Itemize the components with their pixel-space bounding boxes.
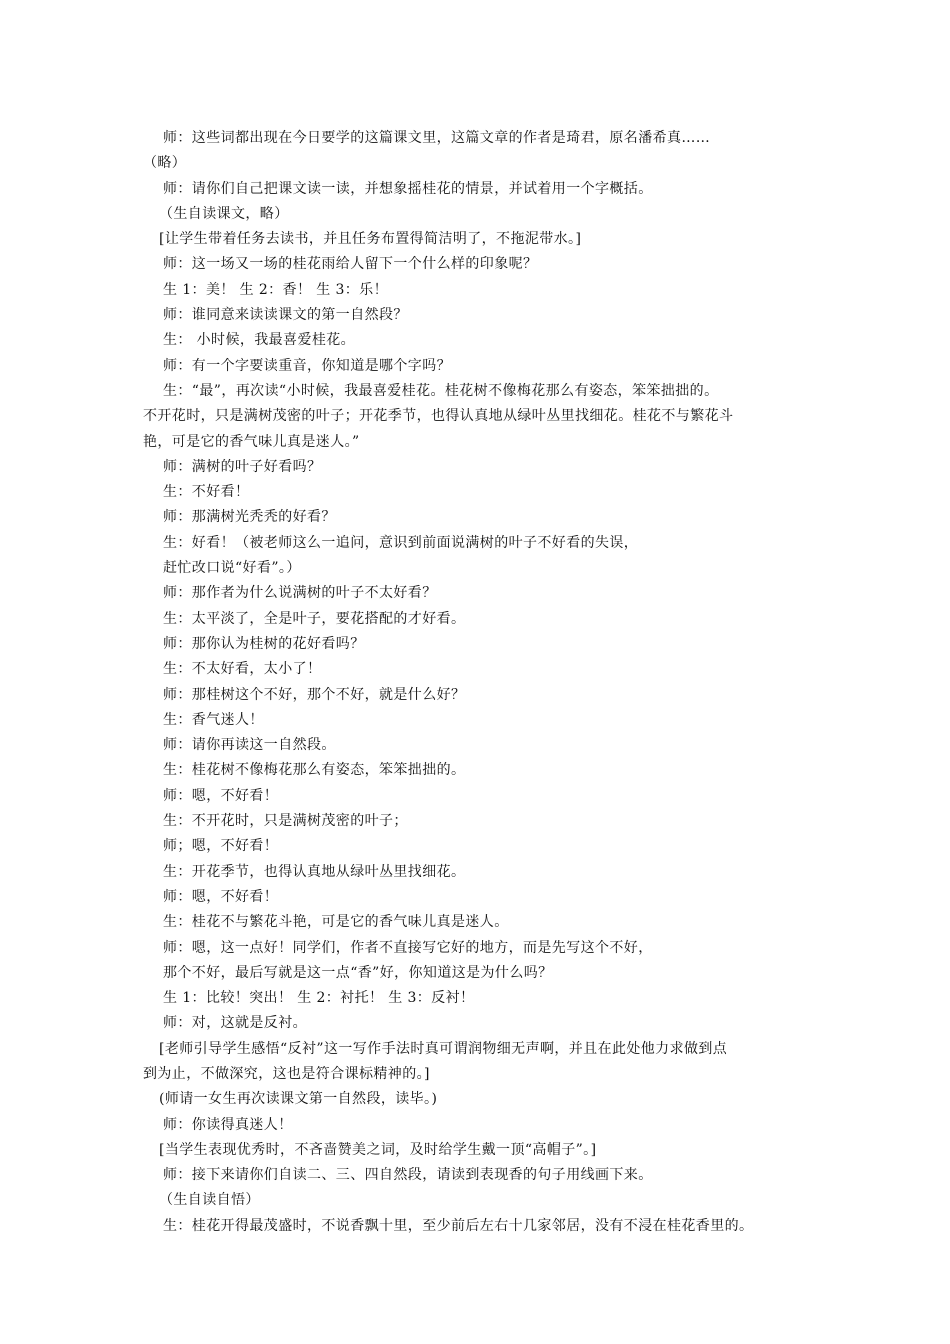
- text-line: 赶忙改口说“好看”。）: [163, 560, 301, 577]
- text-line: 师：你读得真迷人！: [163, 1116, 293, 1133]
- text-line: 师：嗯，不好看！: [163, 787, 279, 804]
- document-body: [143, 126, 823, 1239]
- text-line: 师：那桂树这个不好，那个不好，就是什么好？: [163, 686, 466, 703]
- text-line: 师：有一个字要读重音，你知道是哪个字吗？: [163, 357, 451, 374]
- text-line: 艳，可是它的香气味儿真是迷人。”: [143, 433, 360, 450]
- text-line: 师：请你再读这一自然段。: [163, 737, 336, 754]
- text-line: 生 1：美！ 生 2：香！ 生 3：乐！: [163, 281, 388, 298]
- text-line: 生：不开花时，只是满树茂密的叶子；: [163, 813, 408, 830]
- text-line: 那个不好，最后写就是这一点“香”好，你知道这是为什么吗？: [163, 964, 553, 981]
- text-line: 师：那你认为桂树的花好看吗？: [163, 635, 365, 652]
- text-line: 师：对，这就是反衬。: [163, 1015, 307, 1032]
- text-line: 师：谁同意来读读课文的第一自然段？: [163, 307, 408, 324]
- text-line: 生：“最”，再次读“小时候，我最喜爱桂花。桂花树不像梅花那么有姿态，笨笨拙拙的。: [163, 382, 719, 399]
- text-line: 生 1：比较！突出！ 生 2：衬托！ 生 3：反衬！: [163, 990, 475, 1007]
- text-line: 生：桂花不与繁花斗艳，可是它的香气味儿真是迷人。: [163, 914, 509, 931]
- text-line: 生：开花季节，也得认真地从绿叶丛里找细花。: [163, 863, 466, 880]
- text-line: 生：不太好看，太小了！: [163, 661, 322, 678]
- text-line: 师：那作者为什么说满树的叶子不太好看？: [163, 585, 437, 602]
- text-line: [老师引导学生感悟“反衬”这一写作手法时真可谓润物细无声啊，并且在此处他力求做到点: [159, 1040, 728, 1057]
- text-line: 师；嗯，不好看！: [163, 838, 279, 855]
- text-line: 生：桂花树不像梅花那么有姿态，笨笨拙拙的。: [163, 762, 466, 779]
- text-line: 师：接下来请你们自读二、三、四自然段，请读到表现香的句子用线画下来。: [163, 1167, 653, 1184]
- text-line: 师：这一场又一场的桂花雨给人留下一个什么样的印象呢？: [163, 256, 538, 273]
- text-line: (师请一女生再次读课文第一自然段，读毕。): [159, 1091, 438, 1108]
- text-line: （生自读自悟）: [159, 1192, 260, 1209]
- text-line: 不开花时，只是满树茂密的叶子；开花季节，也得认真地从绿叶丛里找细花。桂花不与繁花斗: [143, 408, 734, 425]
- text-line: 师：嗯，这一点好！同学们，作者不直接写它好的地方，而是先写这个不好，: [163, 939, 653, 956]
- text-line: 师：满树的叶子好看吗？: [163, 458, 322, 475]
- text-line: 师：嗯，不好看！: [163, 888, 279, 905]
- text-line: 生：好看！（被老师这么一追问，意识到前面说满树的叶子不好看的失误，: [163, 534, 639, 551]
- text-line: 师：这些词都出现在今日要学的这篇课文里，这篇文章的作者是琦君，原名潘希真……: [163, 130, 711, 146]
- text-line: 师：请你们自己把课文读一读，并想象摇桂花的情景，并试着用一个字概括。: [163, 180, 653, 197]
- text-line: 生：太平淡了，全是叶子，要花搭配的才好看。: [163, 610, 466, 627]
- text-line: （生自读课文，略）: [159, 205, 289, 222]
- text-line: 生：不好看！: [163, 484, 250, 501]
- text-line: 到为止，不做深究，这也是符合课标精神的。]: [143, 1065, 430, 1082]
- text-line: 生： 小时候，我最喜爱桂花。: [163, 332, 356, 349]
- text-line: （略）: [143, 155, 187, 172]
- text-line: 生：桂花开得最茂盛时，不说香飘十里，至少前后左右十几家邻居，没有不浸在桂花香里的。: [163, 1217, 754, 1234]
- text-line: 生：香气迷人！: [163, 711, 264, 728]
- text-line: [让学生带着任务去读书，并且任务布置得简洁明了，不拖泥带水。]: [159, 231, 582, 248]
- text-line: 师：那满树光秃秃的好看？: [163, 509, 336, 526]
- text-line: [当学生表现优秀时，不吝啬赞美之词，及时给学生戴一顶“高帽子”。]: [159, 1141, 597, 1158]
